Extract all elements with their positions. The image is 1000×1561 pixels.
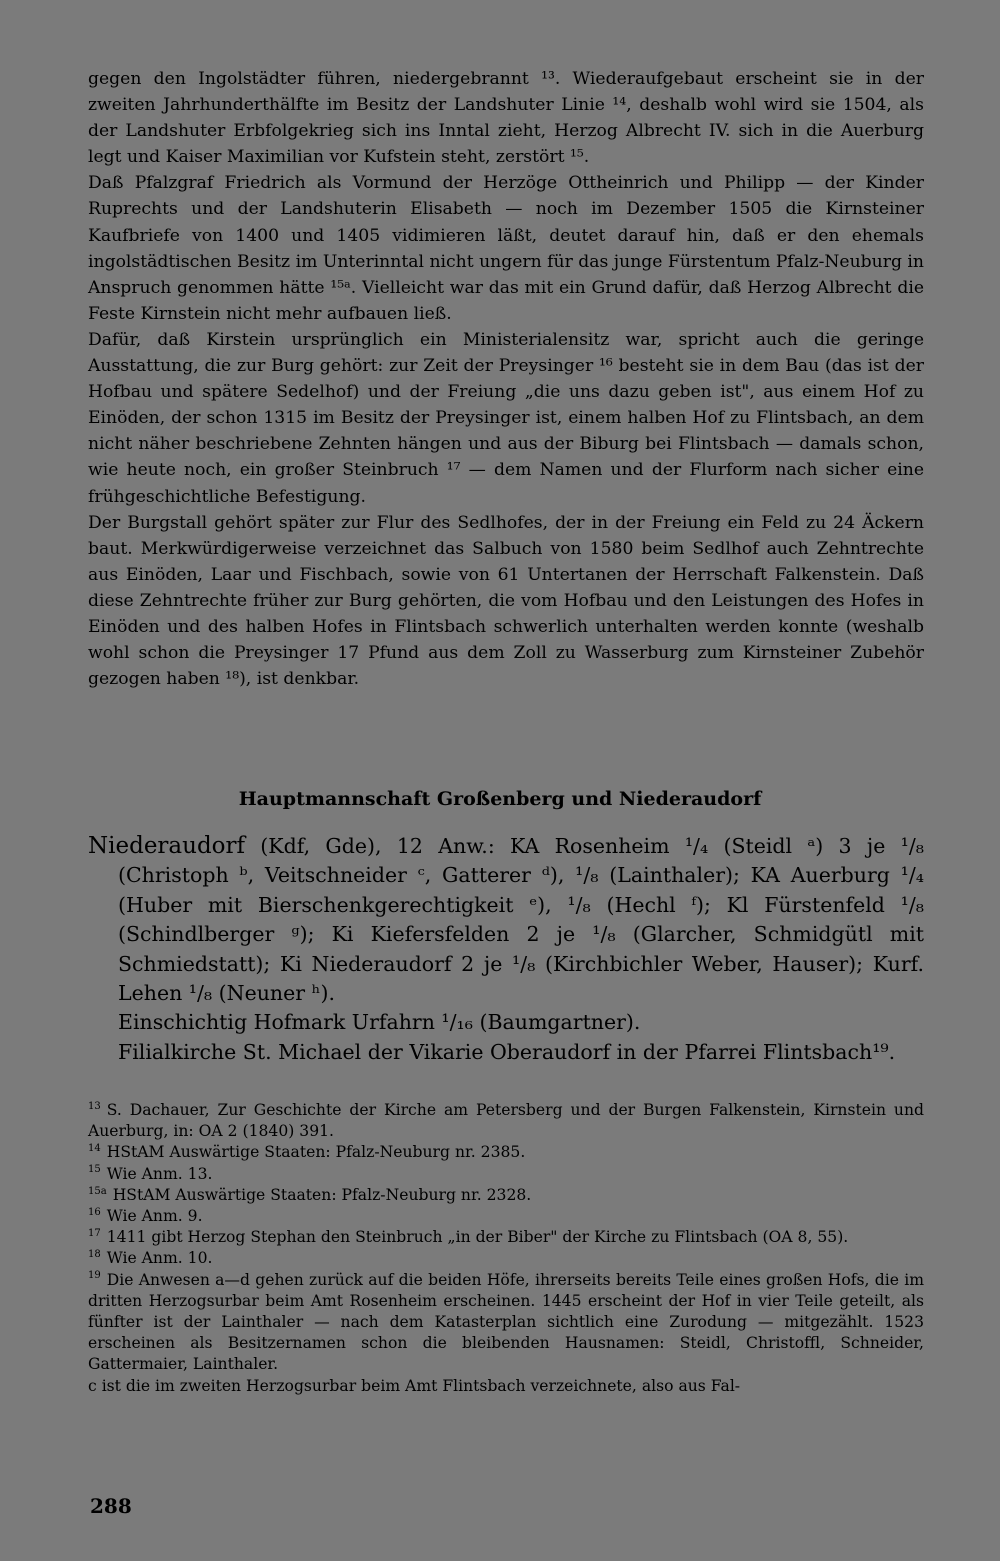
footnote (88, 1185, 924, 1206)
footnotes (88, 1100, 924, 1397)
footnote-text: 1411 gibt Herzog Stephan den Steinbruch „in der Biber" der Kirche zu Flintsbach (OA 8, 55). (106, 1228, 849, 1247)
footnote-text: S. Dachauer, Zur Geschichte der Kirche am Petersberg und der Burgen Falkenstein, Kirnstein und Auerburg, in: OA 2 (1840) 391. (88, 1101, 924, 1141)
footnote-text: HStAM Auswärtige Staaten: Pfalz-Neuburg nr. 2385. (106, 1143, 526, 1162)
footnote (88, 1100, 924, 1142)
entry-line: Einschichtig Hofmark Urfahrn ¹/₁₆ (Baumgartner). (118, 1010, 641, 1035)
footnote (88, 1248, 924, 1269)
place-entry (88, 832, 924, 1067)
footnote-number: 13 (88, 1100, 101, 1112)
body-paragraph: gegen den Ingolstädter führen, niedergebrannt ¹³. Wiederaufgebaut erscheint sie in der zweiten Jahrhunderthälfte im Besitz der Landshuter Linie ¹⁴, deshalb wohl wird sie 1504, als der Landshuter Erbfolgekrieg sich ins Inntal zieht, Herzog Albrecht IV. sich in die Auerburg legt und Kaiser Maximilian vor Kufstein steht, zerstört ¹⁵. (88, 69, 924, 168)
footnote-number: 16 (88, 1206, 101, 1218)
entry-first-line (88, 832, 924, 1008)
body-paragraph: Daß Pfalzgraf Friedrich als Vormund der Herzöge Ottheinrich und Philipp — der Kinder Ruprechts und der Landshuterin Elisabeth — noch im Dezember 1505 die Kirnsteiner Kaufbriefe von 1400 und 1405 vidimieren läßt, deutet darauf hin, daß er den ehemals ingolstädtischen Besitz im Unterinntal nicht ungern für das junge Fürstentum Pfalz-Neuburg in Anspruch genommen hätte ¹⁵ᵃ. Vielleicht war das mit ein Grund dafür, daß Herzog Albrecht die Feste Kirnstein nicht mehr aufbauen ließ. (88, 173, 924, 324)
footnote (88, 1142, 924, 1163)
section-heading: Hauptmannschaft Großenberg und Niederaudorf (238, 788, 762, 810)
entry-details: (Kdf, Gde), 12 Anw.: KA Rosenheim ¹/₄ (Steidl ᵃ) 3 je ¹/₈ (Christoph ᵇ, Veitschneider ᶜ, Gatterer ᵈ), ¹/₈ (Lainthaler); KA Auerburg ¹/₄ (Huber mit Bierschenkgerechtigkeit ᵉ), ¹/₈ (Hechl ᶠ); Kl Fürstenfeld ¹/₈ (Schindlberger ᵍ); Ki Kiefersfelden 2 je ¹/₈ (Glarcher, Schmidgütl mit Schmiedstatt); Ki Niederaudorf 2 je ¹/₈ (Kirchbichler Weber, Hauser); Kurf. Lehen ¹/₈ (Neuner ʰ). (118, 834, 924, 1006)
footnote (88, 1376, 924, 1397)
footnote-text: Wie Anm. 13. (106, 1164, 213, 1183)
body-paragraph: Der Burgstall gehört später zur Flur des Sedlhofes, der in der Freiung ein Feld zu 24 Äckern baut. Merkwürdigerweise verzeichnet das Salbuch von 1580 beim Sedlhof auch Zehntrechte aus Einöden, Laar und Fischbach, sowie von 61 Untertanen der Herrschaft Falkenstein. Daß diese Zehntrechte früher zur Burg gehörten, die vom Hofbau und den Leistungen des Hofes in Einöden und des halben Hofes in Flintsbach schwerlich unterhalten werden konnte (weshalb wohl schon die Preysinger 17 Pfund aus dem Zoll zu Wasserburg zum Kirnsteiner Zubehör gezogen haben ¹⁸), ist denkbar. (88, 512, 924, 690)
footnote-text: Wie Anm. 9. (106, 1207, 203, 1226)
footnote (88, 1164, 924, 1185)
footnote-text: HStAM Auswärtige Staaten: Pfalz-Neuburg nr. 2328. (112, 1185, 532, 1204)
footnote (88, 1206, 924, 1227)
footnote-text: Die Anwesen a—d gehen zurück auf die beiden Höfe, ihrerseits bereits Teile eines großen Hofs, die im dritten Herzogsurbar beim Amt Rosenheim erscheinen. 1445 erscheint der Hof in vier Teile geteilt, als fünfter ist der Lainthaler — nach dem Katasterplan sichtlich eine Zurodung — mitgezählt. 1523 erscheinen als Besitzernamen schon die bleibenden Hausnamen: Steidl, Christoffl, Schneider, Gattermaier, Lainthaler. (88, 1270, 924, 1374)
footnote-number: 19 (88, 1270, 101, 1282)
footnote-number: 17 (88, 1228, 101, 1240)
entry-place-name: Niederaudorf (88, 833, 246, 859)
footnote (88, 1227, 924, 1248)
body-text (88, 66, 924, 692)
footnote-number: 14 (88, 1143, 101, 1155)
footnote-number: 15a (88, 1185, 107, 1197)
footnote-text: c ist die im zweiten Herzogsurbar beim Amt Flintsbach verzeichnete, also aus Fal- (88, 1376, 741, 1395)
footnote-text: Wie Anm. 10. (106, 1249, 213, 1268)
footnote-number: 18 (88, 1249, 101, 1261)
entry-line: Filialkirche St. Michael der Vikarie Oberaudorf in der Pfarrei Flintsbach¹⁹. (118, 1039, 896, 1064)
footnote (88, 1270, 924, 1376)
page-number: 288 (90, 1494, 132, 1518)
footnote-number: 15 (88, 1164, 101, 1176)
body-paragraph: Dafür, daß Kirstein ursprünglich ein Ministerialensitz war, spricht auch die geringe Ausstattung, die zur Burg gehört: zur Zeit der Preysinger ¹⁶ besteht sie in dem Bau (das ist der Hofbau und spätere Sedelhof) und der Freiung „die uns dazu geben ist", aus einem Hof zu Einöden, der schon 1315 im Besitz der Preysinger ist, einem halben Hof zu Flintsbach, an dem nicht näher beschriebene Zehnten hängen und aus der Biburg bei Flintsbach — damals schon, wie heute noch, ein großer Steinbruch ¹⁷ — dem Namen und der Flurform nach sicher eine frühgeschichtliche Befestigung. (88, 329, 924, 507)
